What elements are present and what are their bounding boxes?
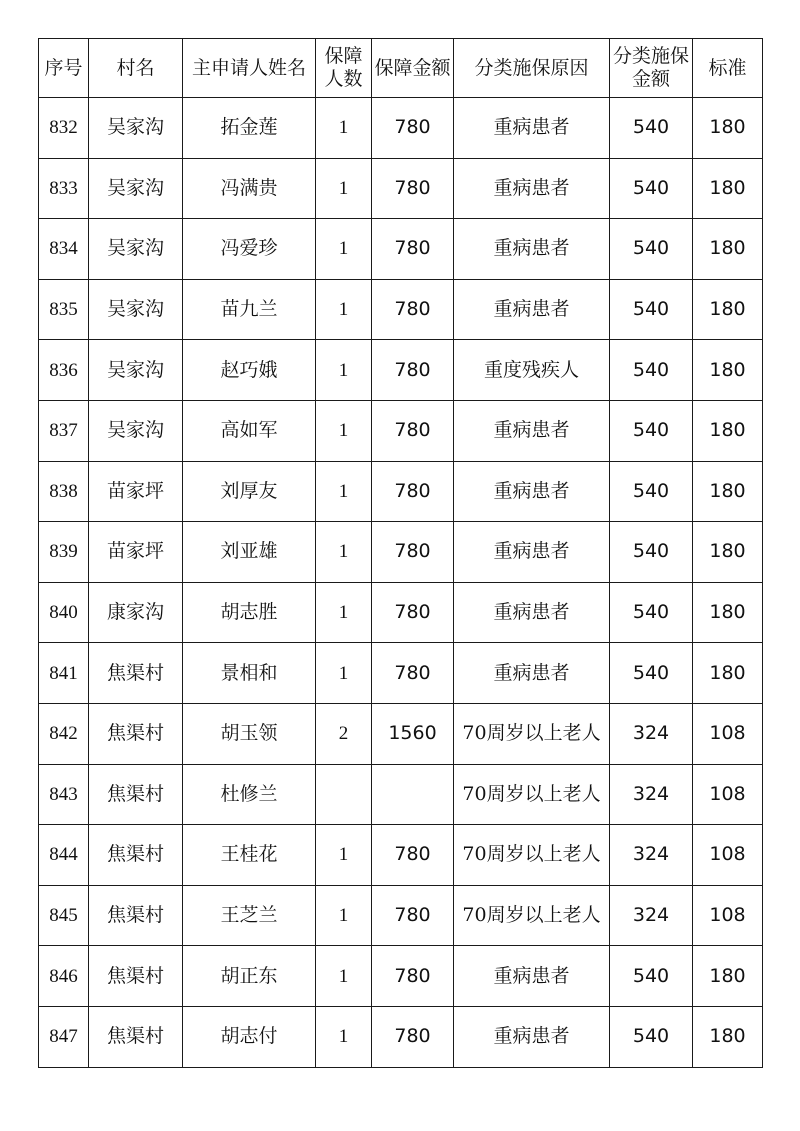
cell-class-amount: 540	[610, 1006, 693, 1067]
cell-applicant: 刘厚友	[183, 461, 316, 522]
cell-seq: 835	[39, 279, 89, 340]
header-class-amount: 分类施保金额	[610, 39, 693, 98]
cell-seq: 837	[39, 400, 89, 461]
cell-count: 1	[316, 461, 372, 522]
cell-village: 吴家沟	[89, 98, 183, 159]
cell-count: 1	[316, 219, 372, 280]
cell-count: 1	[316, 279, 372, 340]
cell-reason: 重病患者	[454, 582, 610, 643]
header-village: 村名	[89, 39, 183, 98]
cell-reason: 70周岁以上老人	[454, 885, 610, 946]
cell-village: 吴家沟	[89, 219, 183, 280]
cell-class-amount: 324	[610, 885, 693, 946]
cell-amount: 780	[372, 1006, 454, 1067]
cell-standard: 108	[693, 703, 763, 764]
cell-count: 1	[316, 400, 372, 461]
cell-amount	[372, 764, 454, 825]
cell-seq: 842	[39, 703, 89, 764]
table-row	[39, 158, 763, 219]
cell-village: 焦渠村	[89, 946, 183, 1007]
cell-reason: 重病患者	[454, 461, 610, 522]
cell-standard: 180	[693, 340, 763, 401]
cell-standard: 108	[693, 764, 763, 825]
cell-standard: 180	[693, 643, 763, 704]
cell-reason: 重病患者	[454, 522, 610, 583]
cell-village: 吴家沟	[89, 279, 183, 340]
cell-reason: 重病患者	[454, 643, 610, 704]
cell-count: 1	[316, 825, 372, 886]
assistance-roster-table	[38, 38, 763, 1068]
cell-seq: 845	[39, 885, 89, 946]
cell-village: 苗家坪	[89, 522, 183, 583]
table-row	[39, 340, 763, 401]
cell-applicant: 王芝兰	[183, 885, 316, 946]
header-amount: 保障金额	[372, 39, 454, 98]
cell-class-amount: 540	[610, 400, 693, 461]
table-row	[39, 764, 763, 825]
cell-applicant: 胡玉领	[183, 703, 316, 764]
cell-amount: 780	[372, 219, 454, 280]
cell-village: 吴家沟	[89, 340, 183, 401]
table-body	[39, 98, 763, 1068]
cell-seq: 843	[39, 764, 89, 825]
table-row	[39, 703, 763, 764]
cell-amount: 780	[372, 158, 454, 219]
cell-village: 焦渠村	[89, 825, 183, 886]
cell-reason: 重病患者	[454, 279, 610, 340]
cell-amount: 1560	[372, 703, 454, 764]
table-row	[39, 885, 763, 946]
document-page	[38, 38, 762, 1068]
table-row	[39, 461, 763, 522]
cell-class-amount: 540	[610, 98, 693, 159]
cell-applicant: 赵巧娥	[183, 340, 316, 401]
table-row	[39, 98, 763, 159]
cell-seq: 841	[39, 643, 89, 704]
cell-standard: 180	[693, 98, 763, 159]
cell-class-amount: 540	[610, 461, 693, 522]
cell-village: 焦渠村	[89, 764, 183, 825]
table-row	[39, 582, 763, 643]
cell-reason: 重病患者	[454, 1006, 610, 1067]
cell-reason: 重病患者	[454, 98, 610, 159]
cell-count: 1	[316, 1006, 372, 1067]
cell-class-amount: 540	[610, 158, 693, 219]
cell-amount: 780	[372, 461, 454, 522]
cell-count	[316, 764, 372, 825]
cell-amount: 780	[372, 825, 454, 886]
cell-class-amount: 540	[610, 219, 693, 280]
cell-standard: 180	[693, 582, 763, 643]
cell-village: 康家沟	[89, 582, 183, 643]
cell-count: 2	[316, 703, 372, 764]
cell-count: 1	[316, 522, 372, 583]
header-standard: 标准	[693, 39, 763, 98]
cell-class-amount: 324	[610, 825, 693, 886]
cell-seq: 834	[39, 219, 89, 280]
header-count: 保障人数	[316, 39, 372, 98]
cell-applicant: 苗九兰	[183, 279, 316, 340]
cell-applicant: 高如军	[183, 400, 316, 461]
cell-class-amount: 540	[610, 946, 693, 1007]
cell-class-amount: 324	[610, 764, 693, 825]
cell-village: 焦渠村	[89, 643, 183, 704]
table-row	[39, 825, 763, 886]
table-row	[39, 643, 763, 704]
cell-seq: 833	[39, 158, 89, 219]
cell-standard: 180	[693, 219, 763, 280]
cell-class-amount: 540	[610, 340, 693, 401]
table-row	[39, 522, 763, 583]
cell-applicant: 刘亚雄	[183, 522, 316, 583]
cell-class-amount: 540	[610, 279, 693, 340]
cell-standard: 180	[693, 279, 763, 340]
cell-count: 1	[316, 885, 372, 946]
header-reason: 分类施保原因	[454, 39, 610, 98]
cell-standard: 180	[693, 158, 763, 219]
cell-village: 吴家沟	[89, 158, 183, 219]
cell-amount: 780	[372, 400, 454, 461]
cell-count: 1	[316, 98, 372, 159]
cell-applicant: 拓金莲	[183, 98, 316, 159]
cell-village: 焦渠村	[89, 703, 183, 764]
cell-village: 焦渠村	[89, 885, 183, 946]
cell-count: 1	[316, 582, 372, 643]
cell-village: 吴家沟	[89, 400, 183, 461]
cell-applicant: 景相和	[183, 643, 316, 704]
cell-applicant: 冯爱珍	[183, 219, 316, 280]
cell-applicant: 王桂花	[183, 825, 316, 886]
cell-seq: 846	[39, 946, 89, 1007]
cell-village: 苗家坪	[89, 461, 183, 522]
table-row	[39, 1006, 763, 1067]
cell-reason: 70周岁以上老人	[454, 825, 610, 886]
cell-standard: 180	[693, 461, 763, 522]
cell-reason: 70周岁以上老人	[454, 703, 610, 764]
cell-reason: 重病患者	[454, 400, 610, 461]
cell-reason: 70周岁以上老人	[454, 764, 610, 825]
cell-applicant: 胡正东	[183, 946, 316, 1007]
header-applicant: 主申请人姓名	[183, 39, 316, 98]
cell-standard: 108	[693, 885, 763, 946]
cell-reason: 重病患者	[454, 219, 610, 280]
cell-seq: 838	[39, 461, 89, 522]
cell-amount: 780	[372, 582, 454, 643]
cell-class-amount: 324	[610, 703, 693, 764]
cell-amount: 780	[372, 279, 454, 340]
table-row	[39, 219, 763, 280]
header-seq: 序号	[39, 39, 89, 98]
cell-count: 1	[316, 643, 372, 704]
cell-amount: 780	[372, 522, 454, 583]
cell-standard: 180	[693, 946, 763, 1007]
table-row	[39, 279, 763, 340]
cell-standard: 180	[693, 1006, 763, 1067]
cell-standard: 180	[693, 522, 763, 583]
cell-seq: 844	[39, 825, 89, 886]
cell-reason: 重病患者	[454, 158, 610, 219]
cell-count: 1	[316, 946, 372, 1007]
table-row	[39, 400, 763, 461]
cell-amount: 780	[372, 340, 454, 401]
cell-amount: 780	[372, 98, 454, 159]
cell-class-amount: 540	[610, 582, 693, 643]
cell-standard: 180	[693, 400, 763, 461]
cell-seq: 836	[39, 340, 89, 401]
cell-village: 焦渠村	[89, 1006, 183, 1067]
cell-class-amount: 540	[610, 522, 693, 583]
cell-count: 1	[316, 340, 372, 401]
cell-seq: 832	[39, 98, 89, 159]
cell-class-amount: 540	[610, 643, 693, 704]
cell-standard: 108	[693, 825, 763, 886]
cell-applicant: 胡志胜	[183, 582, 316, 643]
cell-applicant: 冯满贵	[183, 158, 316, 219]
cell-amount: 780	[372, 885, 454, 946]
cell-reason: 重病患者	[454, 946, 610, 1007]
cell-reason: 重度残疾人	[454, 340, 610, 401]
cell-count: 1	[316, 158, 372, 219]
cell-seq: 839	[39, 522, 89, 583]
table-header-row	[39, 39, 763, 98]
cell-seq: 840	[39, 582, 89, 643]
cell-seq: 847	[39, 1006, 89, 1067]
cell-amount: 780	[372, 946, 454, 1007]
cell-applicant: 胡志付	[183, 1006, 316, 1067]
cell-applicant: 杜修兰	[183, 764, 316, 825]
cell-amount: 780	[372, 643, 454, 704]
table-row	[39, 946, 763, 1007]
